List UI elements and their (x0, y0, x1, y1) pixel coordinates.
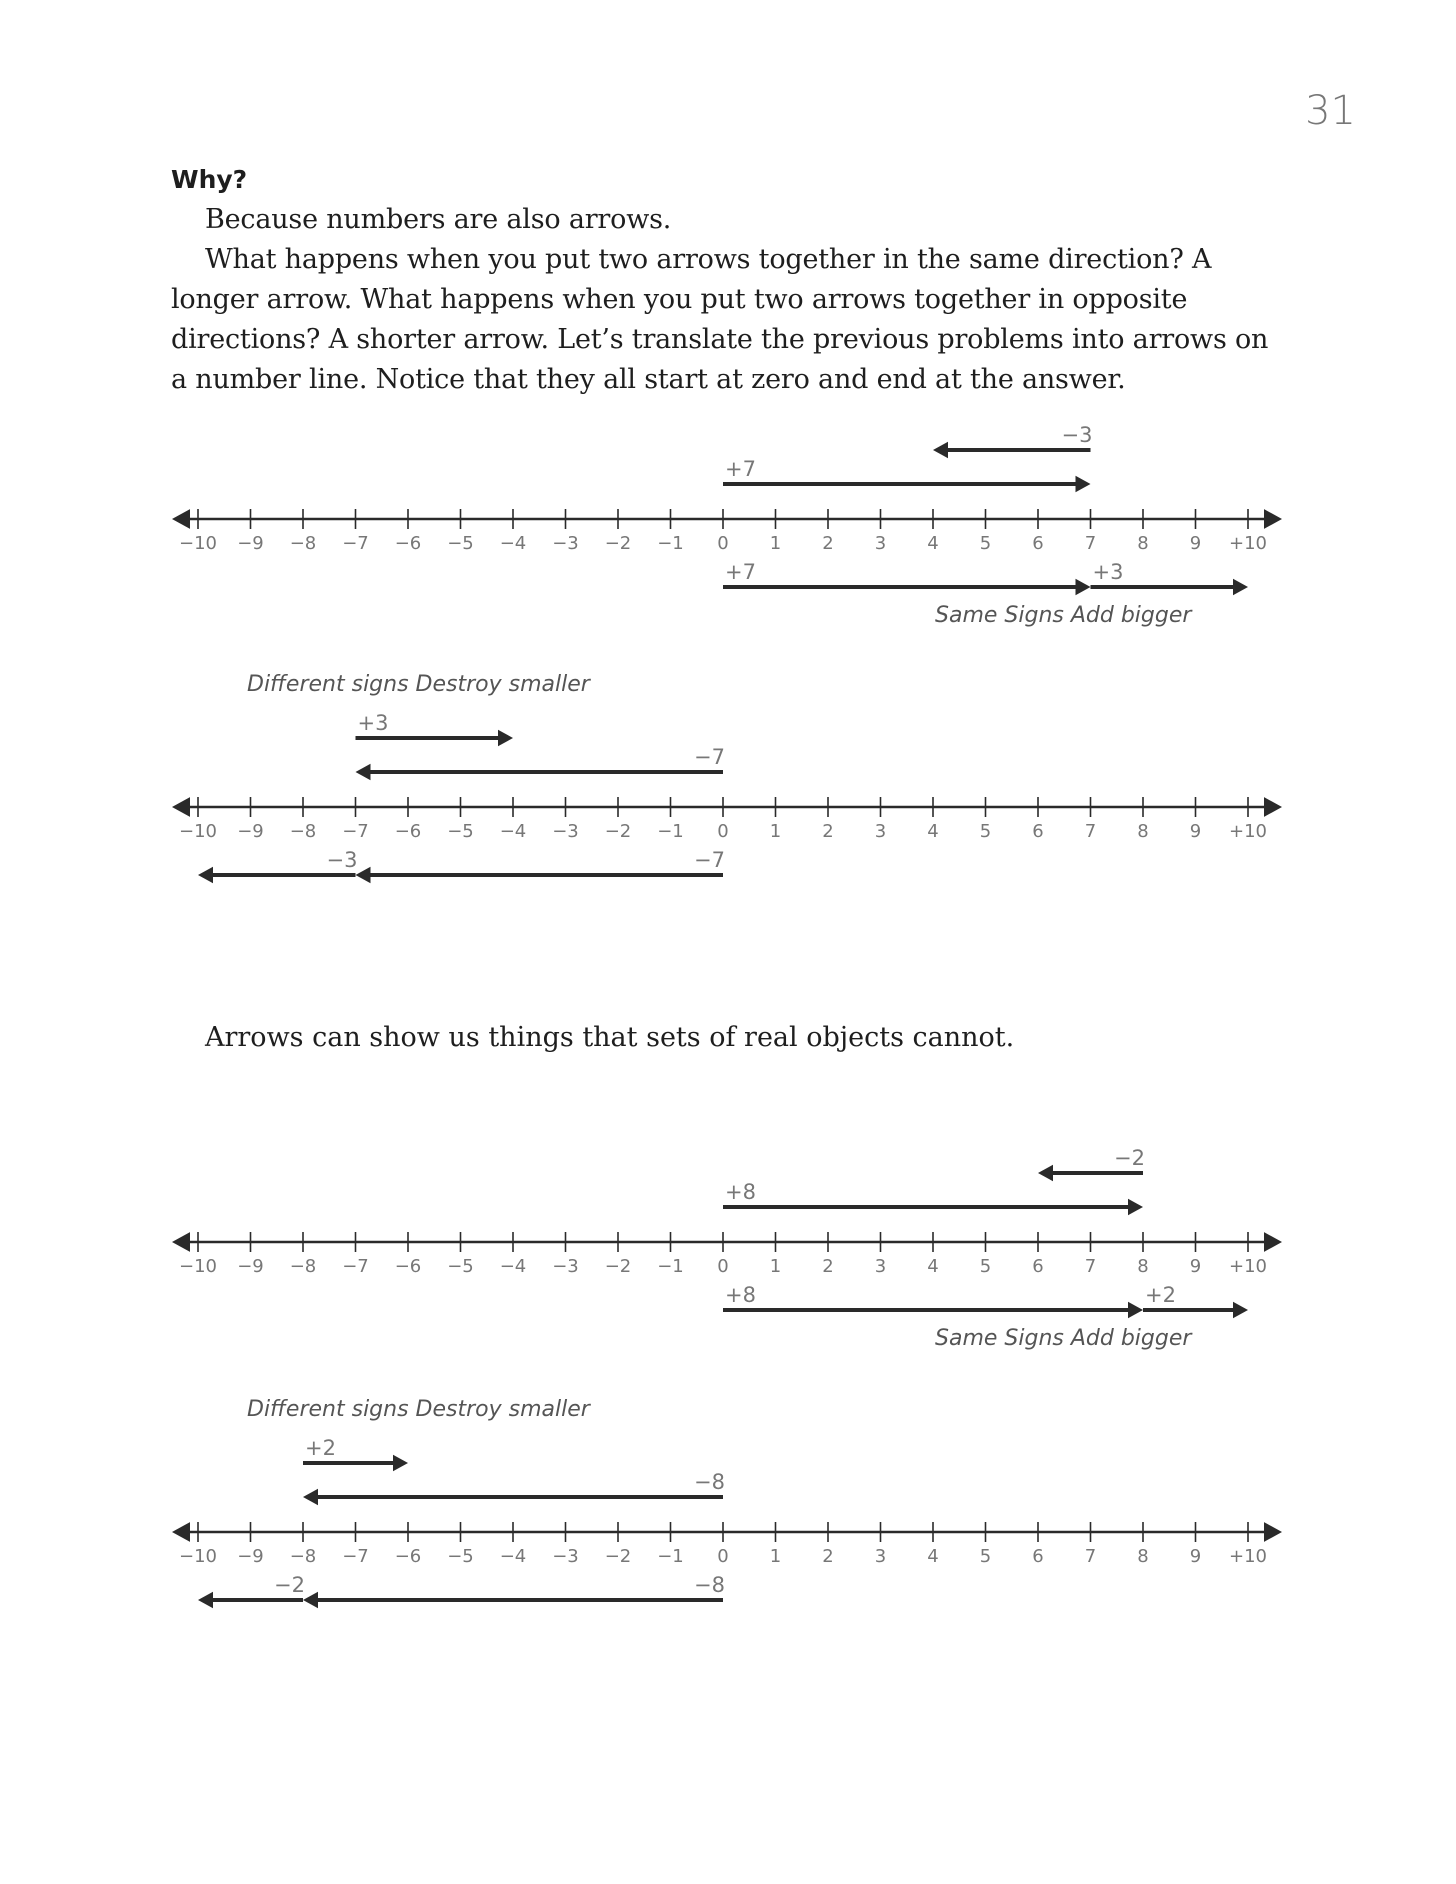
tick-label: 3 (874, 1546, 887, 1567)
annotation-note: Different signs Destroy smaller (247, 1397, 590, 1422)
tick-label: 1 (769, 1256, 782, 1277)
tick-label: −7 (342, 533, 369, 554)
tick-label: 2 (822, 533, 834, 554)
tick-label: −4 (499, 821, 527, 842)
tick-label: −2 (604, 1546, 632, 1567)
tick-label: 5 (979, 1256, 992, 1277)
arrow-label: +8 (725, 1283, 756, 1307)
tick-label: 9 (1189, 533, 1202, 554)
tick-label: 0 (717, 1546, 729, 1567)
tick-label: 3 (874, 533, 887, 554)
tick-label: 8 (1137, 821, 1149, 842)
arrows-paragraph: Arrows can show us things that sets of real objects cannot. (205, 1022, 1015, 1053)
tick-label: 7 (1084, 1546, 1097, 1567)
tick-label: −10 (179, 533, 217, 554)
arrow-head (356, 867, 371, 884)
arrow-head (1076, 579, 1091, 596)
tick-label: −2 (604, 533, 632, 554)
tick-label: +10 (1229, 1256, 1267, 1277)
page-number: 31 (1305, 88, 1356, 134)
tick-label: 0 (717, 533, 729, 554)
arrow-label: +3 (357, 711, 389, 735)
tick-label: −1 (657, 533, 684, 554)
tick-label: −8 (289, 533, 317, 554)
tick-label: −9 (237, 821, 264, 842)
arrow-head (933, 442, 948, 459)
arrow-label: +8 (725, 1180, 756, 1204)
tick-label: −8 (289, 821, 317, 842)
axis-right-arrowhead (1264, 797, 1282, 817)
tick-label: −3 (552, 821, 579, 842)
arrow-label: −3 (326, 848, 358, 872)
tick-label: +10 (1229, 821, 1267, 842)
tick-label: 0 (717, 1256, 729, 1277)
arrow-label: +7 (725, 560, 756, 584)
tick-label: 9 (1189, 1546, 1202, 1567)
tick-label: −9 (237, 533, 264, 554)
tick-label: −3 (552, 1256, 579, 1277)
arrow-label: −2 (1114, 1146, 1145, 1170)
arrow-label: −7 (694, 848, 725, 872)
axis-right-arrowhead (1264, 1232, 1282, 1252)
arrow-label: +2 (305, 1436, 336, 1460)
arrow-head (1233, 579, 1248, 596)
arrow-head (1128, 1199, 1143, 1216)
tick-label: −7 (342, 821, 369, 842)
tick-label: 5 (979, 533, 992, 554)
tick-label: −8 (289, 1546, 317, 1567)
tick-label: −6 (394, 1546, 422, 1567)
arrow-label: +7 (725, 457, 756, 481)
tick-label: 0 (717, 821, 729, 842)
tick-label: −5 (447, 821, 474, 842)
tick-label: 5 (979, 821, 992, 842)
tick-label: +10 (1229, 533, 1267, 554)
annotation-note: Same Signs Add bigger (935, 1326, 1192, 1351)
tick-label: 6 (1032, 1546, 1044, 1567)
axis-right-arrowhead (1264, 1522, 1282, 1542)
tick-label: −9 (237, 1546, 264, 1567)
tick-label: 6 (1032, 821, 1044, 842)
tick-label: 7 (1084, 533, 1097, 554)
tick-label: 8 (1137, 1546, 1149, 1567)
tick-label: −4 (499, 1256, 527, 1277)
arrow-head (303, 1489, 318, 1506)
arrow-label: −2 (274, 1573, 305, 1597)
tick-label: 1 (769, 1546, 782, 1567)
tick-label: 2 (822, 1256, 834, 1277)
tick-label: −5 (447, 533, 474, 554)
tick-label: −7 (342, 1256, 369, 1277)
tick-label: −2 (604, 821, 632, 842)
tick-label: 4 (927, 1546, 939, 1567)
tick-label: −4 (499, 1546, 527, 1567)
tick-label: −6 (394, 1256, 422, 1277)
tick-label: −10 (179, 1546, 217, 1567)
arrow-label: −8 (694, 1470, 725, 1494)
tick-label: −7 (342, 1546, 369, 1567)
arrow-label: −7 (694, 745, 725, 769)
tick-label: 6 (1032, 533, 1044, 554)
tick-label: −1 (657, 1256, 684, 1277)
arrow-head (356, 764, 371, 781)
tick-label: −3 (552, 533, 579, 554)
paragraph-1: Because numbers are also arrows. (205, 204, 672, 235)
arrow-head (393, 1455, 408, 1472)
arrow-head (498, 730, 513, 747)
tick-label: 7 (1084, 1256, 1097, 1277)
axis-left-arrowhead (172, 1522, 190, 1542)
tick-label: −1 (657, 1546, 684, 1567)
tick-label: −6 (394, 821, 422, 842)
tick-label: 4 (927, 1256, 939, 1277)
tick-label: −10 (179, 821, 217, 842)
tick-label: −9 (237, 1256, 264, 1277)
arrow-label: −3 (1061, 423, 1093, 447)
paragraph-2: What happens when you put two arrows together in the same direction? A longer arrow. What happens when you put two arrows together in opposite directions? A shorter arrow. Let’s translate the previous problems into arrows on a number line. Notice that they all start at zero and end at the answer. (171, 244, 1269, 395)
tick-label: 5 (979, 1546, 992, 1567)
arrow-label: −8 (694, 1573, 725, 1597)
tick-label: 4 (927, 533, 939, 554)
tick-label: 2 (822, 821, 834, 842)
axis-left-arrowhead (172, 797, 190, 817)
tick-label: +10 (1229, 1546, 1267, 1567)
tick-label: 6 (1032, 1256, 1044, 1277)
arrow-label: +2 (1145, 1283, 1176, 1307)
tick-label: −6 (394, 533, 422, 554)
tick-label: 4 (927, 821, 939, 842)
tick-label: −5 (447, 1546, 474, 1567)
tick-label: −2 (604, 1256, 632, 1277)
tick-label: −10 (179, 1256, 217, 1277)
tick-label: 8 (1137, 533, 1149, 554)
arrow-head (1128, 1302, 1143, 1319)
annotation-note: Different signs Destroy smaller (247, 672, 590, 697)
tick-label: 3 (874, 821, 887, 842)
arrow-head (1038, 1165, 1053, 1182)
tick-label: −3 (552, 1546, 579, 1567)
tick-label: −4 (499, 533, 527, 554)
tick-label: 9 (1189, 821, 1202, 842)
annotation-note: Same Signs Add bigger (935, 603, 1192, 628)
arrow-head (198, 867, 213, 884)
tick-label: 3 (874, 1256, 887, 1277)
tick-label: 1 (769, 533, 782, 554)
arrow-head (1233, 1302, 1248, 1319)
section-heading: Why? (171, 165, 248, 194)
axis-left-arrowhead (172, 509, 190, 529)
axis-left-arrowhead (172, 1232, 190, 1252)
tick-label: −8 (289, 1256, 317, 1277)
tick-label: 9 (1189, 1256, 1202, 1277)
tick-label: −5 (447, 1256, 474, 1277)
axis-right-arrowhead (1264, 509, 1282, 529)
tick-label: 2 (822, 1546, 834, 1567)
arrow-label: +3 (1092, 560, 1124, 584)
arrow-head (1076, 476, 1091, 493)
arrow-head (303, 1592, 318, 1609)
tick-label: 7 (1084, 821, 1097, 842)
tick-label: 8 (1137, 1256, 1149, 1277)
tick-label: 1 (769, 821, 782, 842)
arrow-head (198, 1592, 213, 1609)
tick-label: −1 (657, 821, 684, 842)
